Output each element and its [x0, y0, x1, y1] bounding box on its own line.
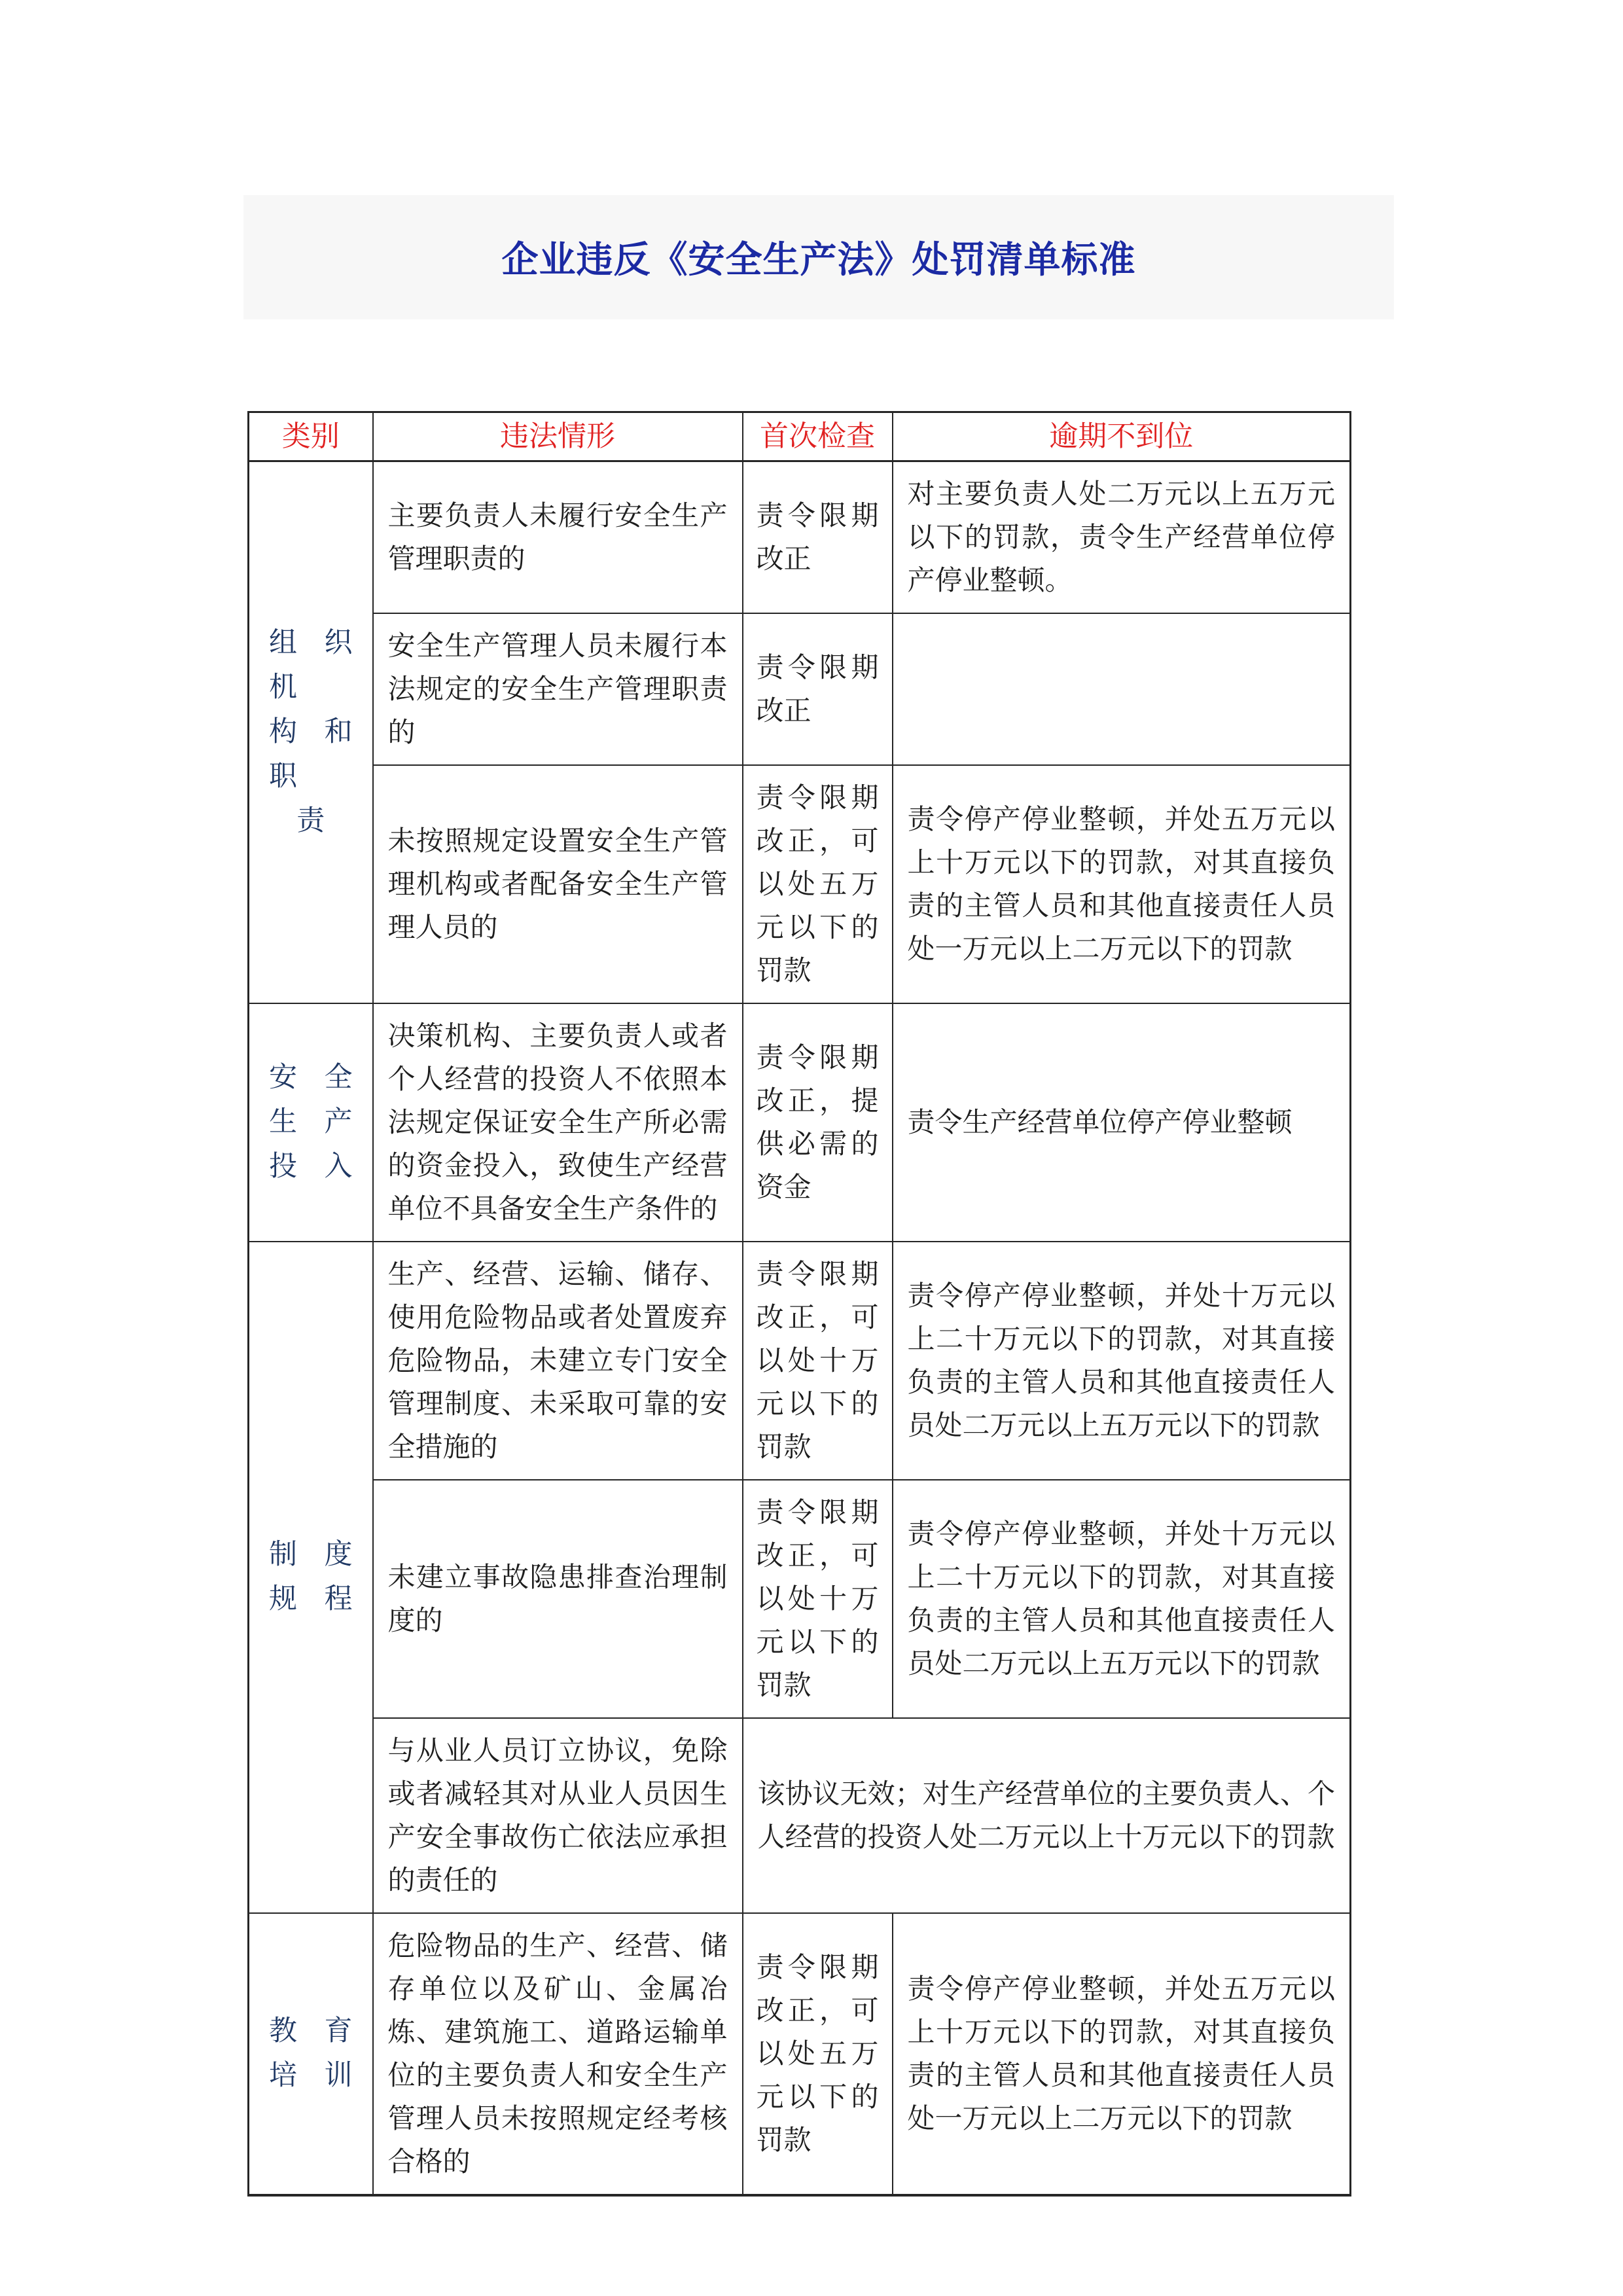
table-body	[249, 461, 1351, 2196]
category-line: 安全	[269, 1062, 353, 1093]
violation-cell: 主要负责人未履行安全生产管理职责的	[373, 461, 743, 614]
overdue-cell: 责令停产停业整顿，并处五万元以上十万元以下的罚款，对其直接负责的主管人员和其他直接责任人员处一万元以上二万元以下的罚款	[893, 1913, 1351, 2195]
overdue-cell	[893, 613, 1351, 765]
category-cell	[249, 1913, 373, 2195]
table-row	[249, 1003, 1351, 1242]
violation-cell: 安全生产管理人员未履行本法规定的安全生产管理职责的	[373, 613, 743, 765]
violation-cell: 危险物品的生产、经营、储存单位以及矿山、金属冶炼、建筑施工、道路运输单位的主要负责人和安全生产管理人员未按照规定经考核合格的	[373, 1913, 743, 2195]
table-row	[249, 1913, 1351, 2195]
table-row	[249, 1718, 1351, 1913]
violation-cell: 生产、经营、运输、储存、使用危险物品或者处置废弃危险物品，未建立专门安全管理制度、未采取可靠的安全措施的	[373, 1242, 743, 1480]
header-violation: 违法情形	[373, 412, 743, 461]
table-row	[249, 461, 1351, 614]
category-line: 构和职	[269, 717, 353, 792]
violation-cell: 决策机构、主要负责人或者个人经营的投资人不依照本法规定保证安全生产所必需的资金投入，致使生产经营单位不具备安全生产条件的	[373, 1003, 743, 1242]
first-check-cell: 责令限期改正	[743, 461, 893, 614]
category-line: 制度	[269, 1539, 353, 1570]
table-row	[249, 613, 1351, 765]
table-row	[249, 1242, 1351, 1480]
category-line: 教育	[269, 2016, 353, 2047]
category-line: 组织机	[269, 628, 353, 703]
first-check-cell: 责令限期改正	[743, 613, 893, 765]
table-row	[249, 1480, 1351, 1718]
first-check-cell: 责令限期改正，可以处五万元以下的罚款	[743, 1913, 893, 2195]
table-header	[249, 412, 1351, 461]
category-line: 生产	[269, 1107, 353, 1138]
header-first-check: 首次检查	[743, 412, 893, 461]
page-title: 企业违反《安全生产法》处罚清单标准	[501, 239, 1136, 280]
header-overdue: 逾期不到位	[893, 412, 1351, 461]
overdue-cell: 责令生产经营单位停产停业整顿	[893, 1003, 1351, 1242]
table-row	[249, 765, 1351, 1003]
overdue-cell: 对主要负责人处二万元以上五万元以下的罚款，责令生产经营单位停产停业整顿。	[893, 461, 1351, 614]
category-cell	[249, 1242, 373, 1913]
first-check-cell: 责令限期改正，提供必需的资金	[743, 1003, 893, 1242]
category-line: 规程	[269, 1584, 353, 1615]
title-band	[243, 195, 1394, 319]
header-category: 类别	[249, 412, 373, 461]
violation-cell: 未按照规定设置安全生产管理机构或者配备安全生产管理人员的	[373, 765, 743, 1003]
penalty-table	[247, 411, 1351, 2197]
overdue-cell: 责令停产停业整顿，并处十万元以上二十万元以下的罚款，对其直接负责的主管人员和其他直接责任人员处二万元以上五万元以下的罚款	[893, 1242, 1351, 1480]
first-check-cell: 责令限期改正，可以处十万元以下的罚款	[743, 1480, 893, 1718]
category-line: 投入	[269, 1151, 353, 1182]
category-line: 培训	[269, 2060, 353, 2091]
overdue-cell: 责令停产停业整顿，并处十万元以上二十万元以下的罚款，对其直接负责的主管人员和其他直接责任人员处二万元以上五万元以下的罚款	[893, 1480, 1351, 1718]
first-check-cell: 责令限期改正，可以处十万元以下的罚款	[743, 1242, 893, 1480]
first-check-cell: 责令限期改正，可以处五万元以下的罚款	[743, 765, 893, 1003]
header-row	[249, 412, 1351, 461]
category-cell	[249, 461, 373, 1004]
merged-result-cell: 该协议无效；对生产经营单位的主要负责人、个人经营的投资人处二万元以上十万元以下的罚款	[743, 1718, 1351, 1913]
category-line: 责	[296, 806, 325, 836]
violation-cell: 与从业人员订立协议，免除或者减轻其对从业人员因生产安全事故伤亡依法应承担的责任的	[373, 1718, 743, 1913]
table-area	[247, 411, 1351, 2197]
violation-cell: 未建立事故隐患排查治理制度的	[373, 1480, 743, 1718]
overdue-cell: 责令停产停业整顿，并处五万元以上十万元以下的罚款，对其直接负责的主管人员和其他直接责任人员处一万元以上二万元以下的罚款	[893, 765, 1351, 1003]
category-cell	[249, 1003, 373, 1242]
